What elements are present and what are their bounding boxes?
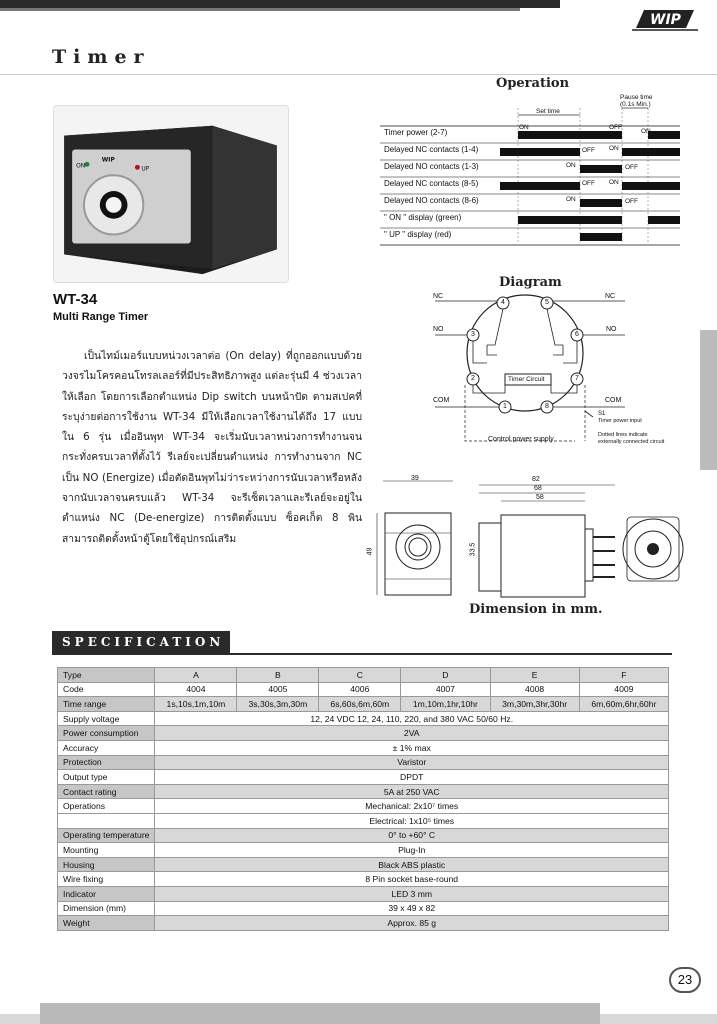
bottom-decor-band — [40, 1003, 600, 1024]
table-row — [58, 857, 669, 872]
page-title: Timer — [52, 46, 151, 68]
dim-49: 49 — [366, 547, 374, 556]
state-on-label: ON — [566, 196, 576, 203]
pin-4: 4 — [501, 299, 505, 306]
op-row-label: Delayed NO contacts (1-3) — [384, 162, 479, 171]
product-photo — [53, 105, 289, 283]
pin-7: 7 — [575, 375, 579, 382]
specification-heading: SPECIFICATION — [52, 631, 230, 653]
table-cell: 4008 — [490, 682, 579, 697]
s1-note: Timer power input — [598, 418, 642, 424]
table-row — [58, 711, 669, 726]
state-off-label: OFF — [625, 198, 638, 205]
op-row-label: Delayed NC contacts (8-5) — [384, 179, 479, 188]
table-row — [58, 697, 669, 712]
table-cell: DPDT — [155, 770, 669, 785]
top-decor-bar — [0, 0, 560, 8]
table-cell: 6s,60s,6m,60m — [319, 697, 401, 712]
table-row — [58, 828, 669, 843]
pause-time-label: Pause time — [620, 94, 653, 101]
table-cell: 39 x 49 x 82 — [155, 901, 669, 916]
diagram-heading: Diagram — [499, 275, 562, 290]
table-cell: Contact rating — [58, 784, 155, 799]
operation-timing-chart — [380, 92, 690, 252]
table-cell: B — [237, 668, 319, 683]
model-name: WT-34 — [53, 291, 98, 308]
table-cell: Accuracy — [58, 740, 155, 755]
table-cell: Protection — [58, 755, 155, 770]
op-row-label: Timer power (2-7) — [384, 128, 448, 137]
table-cell: 3m,30m,3hr,30hr — [490, 697, 579, 712]
table-cell: Supply voltage — [58, 711, 155, 726]
table-cell: 1s,10s,1m,10m — [155, 697, 237, 712]
table-cell: Housing — [58, 857, 155, 872]
table-cell: 4009 — [579, 682, 668, 697]
table-row — [58, 740, 669, 755]
table-cell: 4005 — [237, 682, 319, 697]
op-row-label: " ON " display (green) — [384, 213, 462, 222]
page-edge-decor — [700, 330, 717, 470]
table-cell: 8 Pin socket base-round — [155, 872, 669, 887]
table-cell: 6m,60m,6hr,60hr — [579, 697, 668, 712]
pause-time-sub: (0.1s Min.) — [620, 101, 651, 108]
table-row — [58, 770, 669, 785]
table-cell: Wire fixing — [58, 872, 155, 887]
table-cell: A — [155, 668, 237, 683]
wiring-diagram — [425, 293, 675, 453]
top-decor-bar-thin — [0, 8, 520, 11]
table-row — [58, 886, 669, 901]
state-off-label: OFF — [609, 124, 622, 131]
photo-brand: WIP — [101, 156, 115, 164]
table-cell: Output type — [58, 770, 155, 785]
table-cell: C — [319, 668, 401, 683]
table-row — [58, 755, 669, 770]
pin-8: 8 — [545, 403, 549, 410]
product-description: เป็นไทม์เมอร์แบบหน่วงเวลาต่อ (On delay) ที่ถูกออกแบบด้วยวงจรไมโครคอนโทรลเลอร์ที่มีประสิทธิภาพสูง แต่ละรุ่นมี 4 ช่วงเวลาให้เลือก โดยการเลือกตำแหน่ง Dip switch บนหน้าปัด ตามสเปคที่ระบุง่ายต่อการใช้งาน WT-34 มีให้เลือกเวลาใช้งานได้ถึง 17 แบบใน 6 รุ่น เมื่ออินพุท WT-34 จะเริ่มนับเวลาหน่วงการทำงานจนกระทั่งครบเวลาที่ตั้งไว้ รีเลย์จะเปลี่ยนตำแหน่ง การทำงานจาก NC เป็น NO (Energize) เมื่อตัดอินพุทไม่ว่าระหว่างการนับเวลาหรือหลังจากนับเวลาจนครบแล้ว WT-34 จะรีเซ็ตเวลาและรีเลย์จะอยู่ในตำแหน่ง NC (De-energize) การติดตั้งแบบ ซ็อคเก็ต 8 พิน สามารถติดตั้งหน้าตู้โดยใช้อุปกรณ์เสริม — [62, 350, 362, 545]
table-cell: Varistor — [155, 755, 669, 770]
no-label: NO — [606, 326, 617, 333]
op-row-label: " UP " display (red) — [384, 230, 452, 239]
op-row-label: Delayed NC contacts (1-4) — [384, 145, 479, 154]
table-cell: Dimension (mm) — [58, 901, 155, 916]
table-cell: 0° to +60° C — [155, 828, 669, 843]
table-cell: Mounting — [58, 843, 155, 858]
specification-rule — [52, 653, 672, 655]
table-cell: LED 3 mm — [155, 886, 669, 901]
state-on-label: ON — [609, 179, 619, 186]
table-cell: Plug-In — [155, 843, 669, 858]
table-row — [58, 726, 669, 741]
table-cell: Electrical: 1x10⁵ times — [155, 813, 669, 828]
table-cell: 3s,30s,3m,30m — [237, 697, 319, 712]
state-on-label: ON — [519, 124, 529, 131]
table-cell: ± 1% max — [155, 740, 669, 755]
table-cell: D — [401, 668, 490, 683]
set-time-label: Set time — [536, 108, 560, 115]
model-subtitle: Multi Range Timer — [53, 311, 149, 323]
table-cell — [58, 813, 155, 828]
title-divider — [0, 74, 717, 75]
table-cell: E — [490, 668, 579, 683]
table-cell: Operations — [58, 799, 155, 814]
dim-82: 82 — [532, 476, 540, 483]
table-cell: Weight — [58, 916, 155, 931]
table-cell: Time range — [58, 697, 155, 712]
table-cell: 5A at 250 VAC — [155, 784, 669, 799]
table-cell: Code — [58, 682, 155, 697]
logo-text: WIP — [650, 12, 681, 28]
table-row — [58, 799, 669, 814]
table-cell: Black ABS plastic — [155, 857, 669, 872]
dim-68: 68 — [534, 485, 542, 492]
pin-1: 1 — [503, 403, 507, 410]
wip-logo — [630, 6, 700, 32]
table-row — [58, 872, 669, 887]
photo-on-label: ON — [76, 162, 86, 170]
pin-2: 2 — [471, 375, 475, 382]
operation-heading: Operation — [496, 76, 570, 91]
table-cell: 4006 — [319, 682, 401, 697]
table-cell: 2VA — [155, 726, 669, 741]
photo-up-label: UP — [141, 165, 150, 173]
dim-33: 33.5 — [469, 542, 477, 557]
table-cell: F — [579, 668, 668, 683]
com-label: COM — [433, 397, 450, 404]
dotted-note-1: Dotted lines indicate — [598, 432, 648, 438]
com-label: COM — [605, 397, 622, 404]
table-cell: 4007 — [401, 682, 490, 697]
table-row — [58, 843, 669, 858]
table-row — [58, 813, 669, 828]
table-cell: 1m,10m,1hr,10hr — [401, 697, 490, 712]
pin-6: 6 — [575, 331, 579, 338]
nc-label: NC — [433, 293, 444, 300]
pin-5: 5 — [545, 299, 549, 306]
no-label: NO — [433, 326, 444, 333]
table-row — [58, 784, 669, 799]
table-cell: 4004 — [155, 682, 237, 697]
dim-39: 39 — [411, 475, 419, 482]
op-row-label: Delayed NO contacts (8-6) — [384, 196, 479, 205]
state-off-label: OFF — [625, 164, 638, 171]
table-cell: Type — [58, 668, 155, 683]
timer-circuit-label: Timer Circuit — [508, 376, 545, 383]
table-cell: Mechanical: 2x10⁷ times — [155, 799, 669, 814]
state-off-label: OFF — [582, 147, 595, 154]
nc-label: NC — [605, 293, 616, 300]
dimension-heading: Dimension in mm. — [469, 602, 603, 617]
table-cell: Indicator — [58, 886, 155, 901]
dotted-note-2: externally connected circuit — [598, 439, 665, 445]
control-power-label: Control power supply — [488, 436, 554, 443]
table-row — [58, 682, 669, 697]
specification-table — [57, 667, 669, 931]
state-on-label: ON — [566, 162, 576, 169]
table-cell: Approx. 85 g — [155, 916, 669, 931]
page-number: 23 — [669, 967, 701, 993]
table-row — [58, 916, 669, 931]
dimension-drawing — [375, 475, 695, 605]
state-off-label: OFF — [582, 180, 595, 187]
table-cell: Power consumption — [58, 726, 155, 741]
table-row — [58, 901, 669, 916]
dim-58: 58 — [536, 494, 544, 501]
table-cell: Operating temperature — [58, 828, 155, 843]
state-on-label: ON — [609, 145, 619, 152]
s1-label: S1 — [598, 411, 606, 417]
pin-3: 3 — [471, 331, 475, 338]
state-on-label: ON — [641, 128, 651, 135]
table-row — [58, 668, 669, 683]
table-cell: 12, 24 VDC 12, 24, 110, 220, and 380 VAC 50/60 Hz. — [155, 711, 669, 726]
